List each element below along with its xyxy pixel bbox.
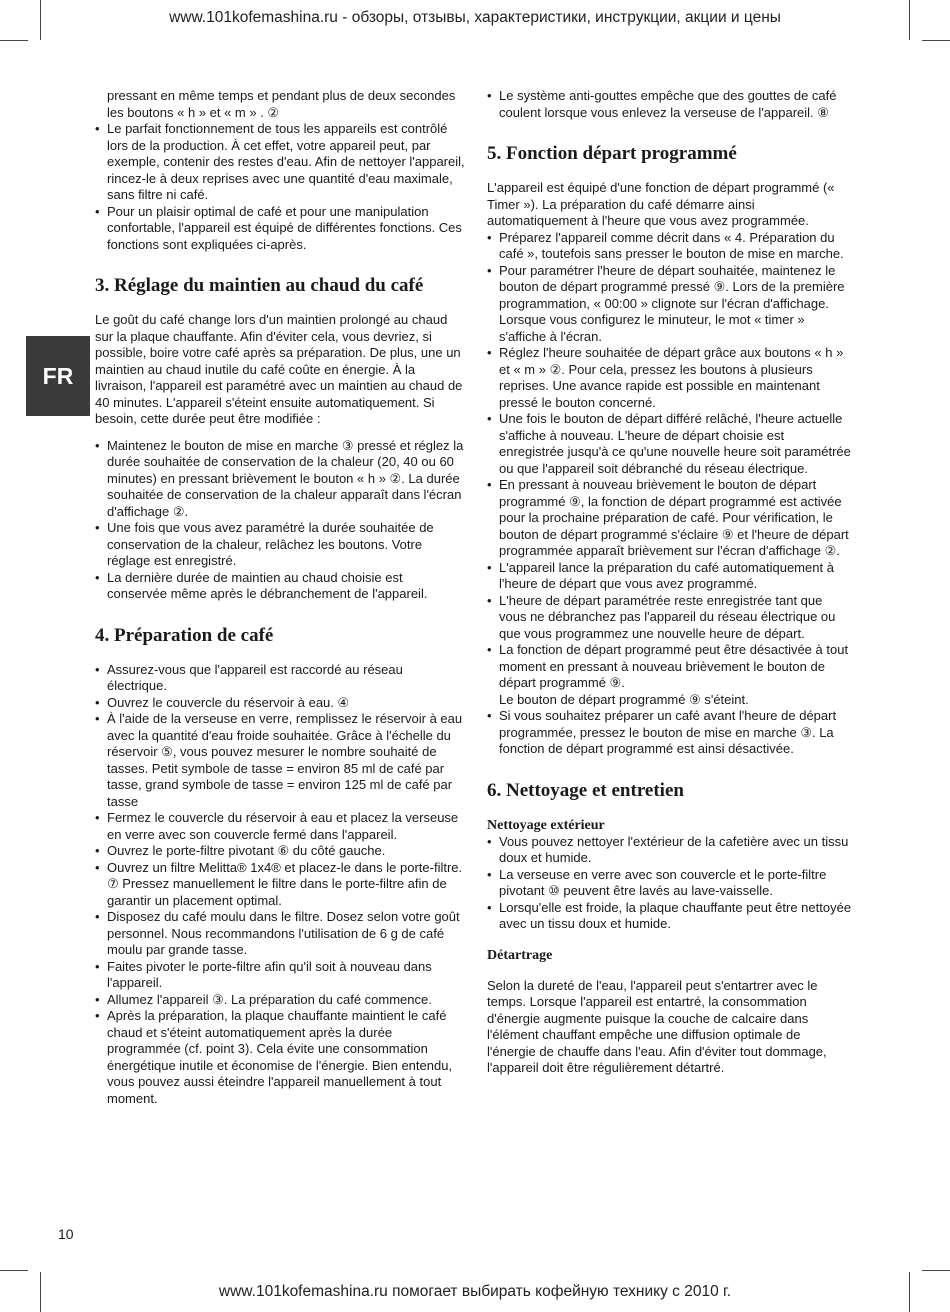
list-item: • Fermez le couvercle du réservoir à eau et placez la verseuse en verre avec son couvercle fermé dans l'appareil. bbox=[95, 810, 465, 843]
section-5-list bbox=[487, 230, 852, 758]
section-6-body: Selon la dureté de l'eau, l'appareil peut s'entartrer avec le temps. Lorsque l'appareil est entartré, la consommation d'énergie augmente puisque la couche de calcaire dans l'élément chauffant empêche une diffusion optimale de l'énergie de chauffe dans l'eau. Afin d'éviter tout dommage, l'appareil doit être régulièrement détartré. bbox=[487, 977, 827, 1075]
left-column bbox=[95, 88, 465, 1107]
list-item: • La fonction de départ programmé peut être désactivée à tout moment en pressant à nouveau brièvement le bouton de départ programmé ⑨. bbox=[487, 642, 852, 692]
crop-mark bbox=[0, 40, 28, 41]
crop-mark bbox=[922, 40, 950, 41]
site-footer-banner: www.101kofemashina.ru помогает выбирать кофейную технику с 2010 г. bbox=[218, 1283, 732, 1300]
list-item: • L'appareil lance la préparation du café automatiquement à l'heure de départ que vous avez programmé. bbox=[487, 560, 852, 593]
subheading-descaling: Détartrage bbox=[487, 947, 553, 963]
list-item: • La verseuse en verre avec son couvercle et le porte-filtre pivotant ⑩ peuvent être lavés au lave-vaisselle. bbox=[487, 867, 852, 900]
list-item: • Ouvrez le porte-filtre pivotant ⑥ du côté gauche. bbox=[95, 843, 465, 860]
list-item: • Ouvrez le couvercle du réservoir à eau. ④ bbox=[95, 695, 465, 712]
section-6-list bbox=[487, 834, 852, 933]
section-heading-3-text: 3. Réglage du maintien au chaud du café bbox=[95, 275, 424, 296]
list-item: • Réglez l'heure souhaitée de départ grâce aux boutons « h » et « m » ②. Pour cela, pressez les boutons à plusieurs reprises. Une avance rapide est possible en maintenant pressé le bouton concerné. bbox=[487, 345, 852, 411]
list-item: pressant en même temps et pendant plus de deux secondes les boutons « h » et « m » . ② bbox=[107, 88, 456, 120]
list-item: • En pressant à nouveau brièvement le bouton de départ programmé ⑨, la fonction de départ programmé est activée pour la prochaine préparation de café. Pour vérification, le bouton de départ programmé s'éclaire ⑨ et l'heure de départ programmée apparaît brièvement sur l'écran d'affichage ②. bbox=[487, 477, 852, 560]
intro-list bbox=[95, 88, 465, 253]
list-item: • Vous pouvez nettoyer l'extérieur de la cafetière avec un tissu doux et humide. bbox=[487, 834, 852, 867]
crop-mark bbox=[0, 1270, 28, 1271]
list-item: • Disposez du café moulu dans le filtre. Dosez selon votre goût personnel. Nous recommandons l'utilisation de 6 g de café moulu par grande tasse. bbox=[95, 909, 465, 959]
list-item: • Le parfait fonctionnement de tous les appareils est contrôlé lors de la production. À cet effet, votre appareil peut, par exemple, contenir des restes d'eau. Afin de nettoyer l'appareil, rincez-le à deux reprises avec une quantité d'eau maximale, sans filtre ni café. bbox=[95, 121, 465, 204]
list-item: • Préparez l'appareil comme décrit dans « 4. Préparation du café », toutefois sans presser le bouton de mise en marche. bbox=[487, 230, 852, 263]
list-item: • Lorsqu'elle est froide, la plaque chauffante peut être nettoyée avec un tissu doux et humide. bbox=[487, 900, 852, 933]
section-heading-4: 4. Préparation de café bbox=[95, 624, 274, 646]
section-3-list bbox=[95, 438, 465, 603]
site-header-banner: www.101kofemashina.ru - обзоры, отзывы, характеристики, инструкции, акции и цены bbox=[169, 9, 781, 26]
section-4-list bbox=[95, 662, 465, 1108]
list-item: • Ouvrez un filtre Melitta® 1x4® et placez-le dans le porte-filtre. ⑦ Pressez manuellement le filtre dans le porte-filtre afin de garantir un placement optimal. bbox=[95, 860, 465, 910]
list-item: • Si vous souhaitez préparer un café avant l'heure de départ programmée, pressez le bouton de mise en marche ③. La fonction de départ programmé est ainsi désactivée. bbox=[487, 708, 852, 758]
right-top-list bbox=[487, 88, 852, 121]
crop-mark bbox=[922, 1270, 950, 1271]
subheading-exterior-cleaning: Nettoyage extérieur bbox=[487, 817, 605, 833]
list-item: • Une fois le bouton de départ différé relâché, l'heure actuelle s'affiche à nouveau. L'heure de départ choisie est enregistrée jusqu'à ce qu'une nouvelle heure soit paramétrée ou que l'appareil soit débranché du réseau électrique. bbox=[487, 411, 852, 477]
list-item: • À l'aide de la verseuse en verre, remplissez le réservoir à eau avec la quantité d'eau froide souhaitée. Grâce à l'échelle du réservoir ⑤, vous pouvez mesurer le nombre souhaité de tasses. Petit symbole de tasse = environ 85 ml de café par tasse, grand symbole de tasse = environ 125 ml de café par tasse bbox=[95, 711, 465, 810]
list-item: • Assurez-vous que l'appareil est raccordé au réseau électrique. bbox=[95, 662, 465, 695]
section-5-body: L'appareil est équipé d'une fonction de départ programmé (« Timer »). La préparation du café démarre ainsi automatiquement à l'heure que vous avez programmée. bbox=[487, 180, 835, 228]
list-item-continuation: Le bouton de départ programmé ⑨ s'éteint. bbox=[499, 691, 749, 707]
page-number: 10 bbox=[58, 1226, 74, 1242]
list-item: • Après la préparation, la plaque chauffante maintient le café chaud et s'éteint automatiquement après la durée programmée (cf. point 3). Cela évite une consommation énergétique inutile et économise de l'énergie. Bien entendu, vous pouvez aussi éteindre l'appareil manuellement à tout moment. bbox=[95, 1008, 465, 1107]
right-column bbox=[487, 88, 852, 1077]
section-3-body: Le goût du café change lors d'un maintien prolongé au chaud sur la plaque chauffante. Afin d'éviter cela, vous devriez, si possible, boire votre café après sa préparation. De plus, une un maintien au chaud inutile du café coûte en énergie. À la livraison, l'appareil est paramétré avec un maintien au chaud de 40 minutes. L'appareil s'éteint ensuite automatiquement. Si besoin, cette durée peut être modifiée : bbox=[95, 312, 463, 426]
list-item: • L'heure de départ paramétrée reste enregistrée tant que vous ne débranchez pas l'appareil du réseau électrique ou que vous programmez une nouvelle heure de départ. bbox=[487, 593, 852, 643]
language-tab: FR bbox=[26, 336, 90, 416]
list-item: • Pour paramétrer l'heure de départ souhaitée, maintenez le bouton de départ programmé pressé ⑨. Lors de la première programmation, « 00:00 » clignote sur l'écran d'affichage. Lorsque vous configurez le minuteur, le mot « timer » s'affiche à l'écran. bbox=[487, 263, 852, 346]
list-item: • Faites pivoter le porte-filtre afin qu'il soit à nouveau dans l'appareil. bbox=[95, 959, 465, 992]
list-item: • Maintenez le bouton de mise en marche ③ pressé et réglez la durée souhaitée de conservation de la chaleur (20, 40 ou 60 minutes) en pressant brièvement le bouton « h » ②. La durée souhaitée de conservation de la chaleur apparaît dans l'écran d'affichage ②. bbox=[95, 438, 465, 521]
section-heading-3 bbox=[95, 273, 465, 298]
list-item: • Pour un plaisir optimal de café et pour une manipulation confortable, l'appareil est équipé de différentes fonctions. Ces fonctions sont expliquées ci-après. bbox=[95, 204, 465, 254]
section-heading-6: 6. Nettoyage et entretien bbox=[487, 779, 684, 801]
list-item: • Allumez l'appareil ③. La préparation du café commence. bbox=[95, 992, 465, 1009]
list-item: • Une fois que vous avez paramétré la durée souhaitée de conservation de la chaleur, relâchez les boutons. Votre réglage est enregistré. bbox=[95, 520, 465, 570]
list-item: • Le système anti-gouttes empêche que des gouttes de café coulent lorsque vous enlevez la verseuse de l'appareil. ⑧ bbox=[487, 88, 852, 121]
list-item: • La dernière durée de maintien au chaud choisie est conservée même après le débranchement de l'appareil. bbox=[95, 570, 465, 603]
section-heading-5: 5. Fonction départ programmé bbox=[487, 143, 737, 164]
